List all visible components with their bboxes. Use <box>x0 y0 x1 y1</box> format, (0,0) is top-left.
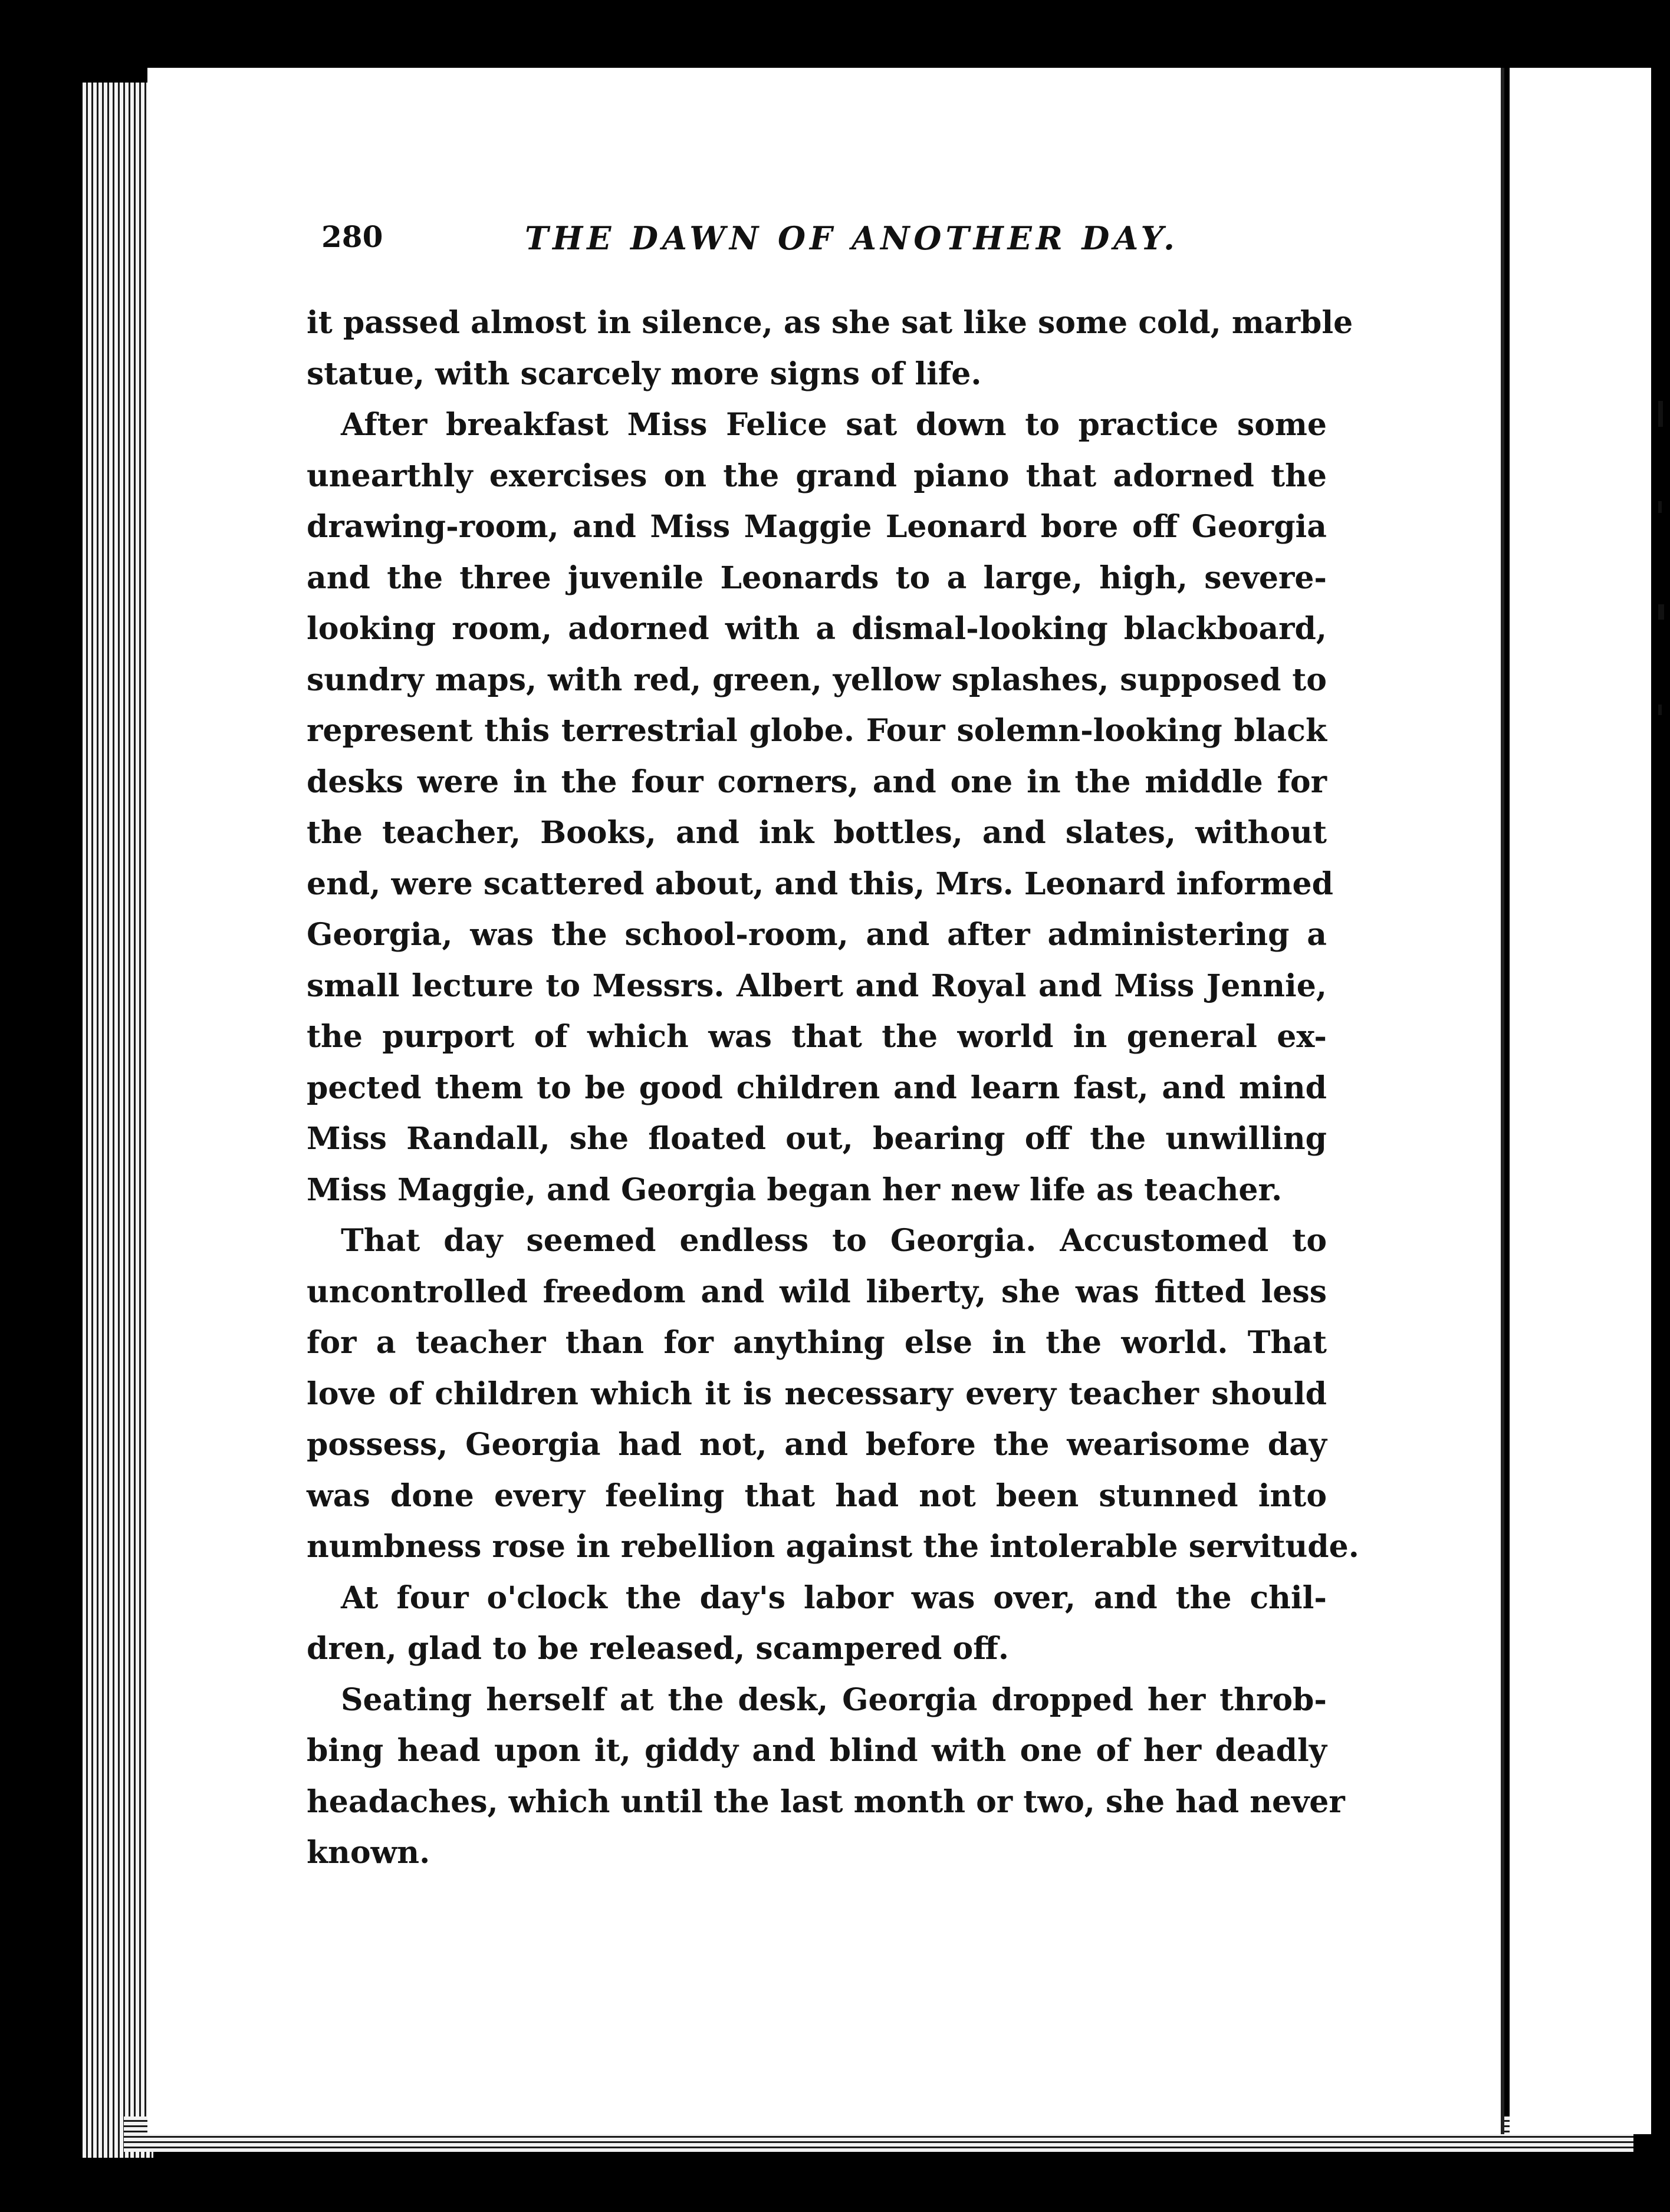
facing-page-edge <box>1510 68 1651 2134</box>
book-page-edges-left <box>83 83 153 2158</box>
text-line: pected them to be good children and learn fast, and mind <box>307 1069 1327 1106</box>
text-line: represent this terrestrial globe. Four solemn-looking black <box>307 713 1327 749</box>
paragraph <box>307 400 1333 1216</box>
text-line: bing head upon it, giddy and blind with one of her deadly <box>307 1733 1327 1769</box>
text-line: was done every feeling that had not been stunned into <box>307 1477 1327 1514</box>
text-line: Seating herself at the desk, Georgia dropped her throb- <box>341 1681 1327 1718</box>
running-head: THE DAWN OF ANOTHER DAY. <box>525 219 1179 257</box>
text-line: Miss Randall, she floated out, bearing off the unwilling <box>307 1121 1327 1157</box>
text-line: uncontrolled freedom and wild liberty, she was fitted less <box>307 1273 1327 1310</box>
text-line: love of children which it is necessary every teacher should <box>307 1375 1327 1412</box>
text-line: the teacher, Books, and ink bottles, and slates, without <box>307 815 1327 851</box>
text-line: Georgia, was the school-room, and after administering a <box>307 917 1327 953</box>
text-line: it passed almost in silence, as she sat like some cold, marble <box>307 305 1353 341</box>
text-line: desks were in the four corners, and one in the middle for <box>307 763 1327 800</box>
facing-page-mark <box>1658 501 1662 513</box>
page-header <box>321 219 1336 266</box>
text-line: possess, Georgia had not, and before the wearisome day <box>307 1427 1327 1463</box>
text-line: end, were scattered about, and this, Mrs. Leonard informed <box>307 865 1333 902</box>
text-line: That day seemed endless to Georgia. Accustomed to <box>341 1223 1327 1259</box>
text-line: looking room, adorned with a dismal-looking blackboard, <box>307 611 1327 647</box>
paragraph <box>307 1573 1327 1675</box>
text-line: the purport of which was that the world in general ex- <box>307 1019 1327 1055</box>
paragraph <box>307 1675 1345 1879</box>
text-line: Miss Maggie, and Georgia began her new life as teacher. <box>307 1171 1283 1208</box>
text-line: At four o'clock the day's labor was over, and the chil- <box>341 1579 1327 1616</box>
facing-page-mark <box>1658 401 1663 427</box>
text-line: drawing-room, and Miss Maggie Leonard bore off Georgia <box>307 509 1327 545</box>
text-line: known. <box>307 1835 430 1871</box>
text-line: After breakfast Miss Felice sat down to practice some <box>341 407 1327 443</box>
text-line: and the three juvenile Leonards to a large, high, severe- <box>307 559 1327 596</box>
text-line: headaches, which until the last month or two, she had never <box>307 1783 1345 1820</box>
paragraph <box>307 1216 1359 1573</box>
facing-page-mark <box>1658 705 1662 715</box>
text-line: for a teacher than for anything else in the world. That <box>307 1325 1327 1361</box>
text-line: statue, with scarcely more signs of life. <box>307 356 982 392</box>
text-line: sundry maps, with red, green, yellow splashes, supposed to <box>307 661 1327 698</box>
book-gutter <box>1501 68 1504 2134</box>
text-line: unearthly exercises on the grand piano that adorned the <box>307 457 1327 494</box>
text-line: small lecture to Messrs. Albert and Royal and Miss Jennie, <box>307 967 1327 1004</box>
facing-page-mark <box>1658 604 1664 620</box>
page-number: 280 <box>321 219 383 254</box>
body-text <box>307 298 1359 1879</box>
text-line: dren, glad to be released, scampered off. <box>307 1631 1009 1667</box>
paragraph <box>307 298 1353 400</box>
text-line: numbness rose in rebellion against the intolerable servitude. <box>307 1529 1359 1565</box>
